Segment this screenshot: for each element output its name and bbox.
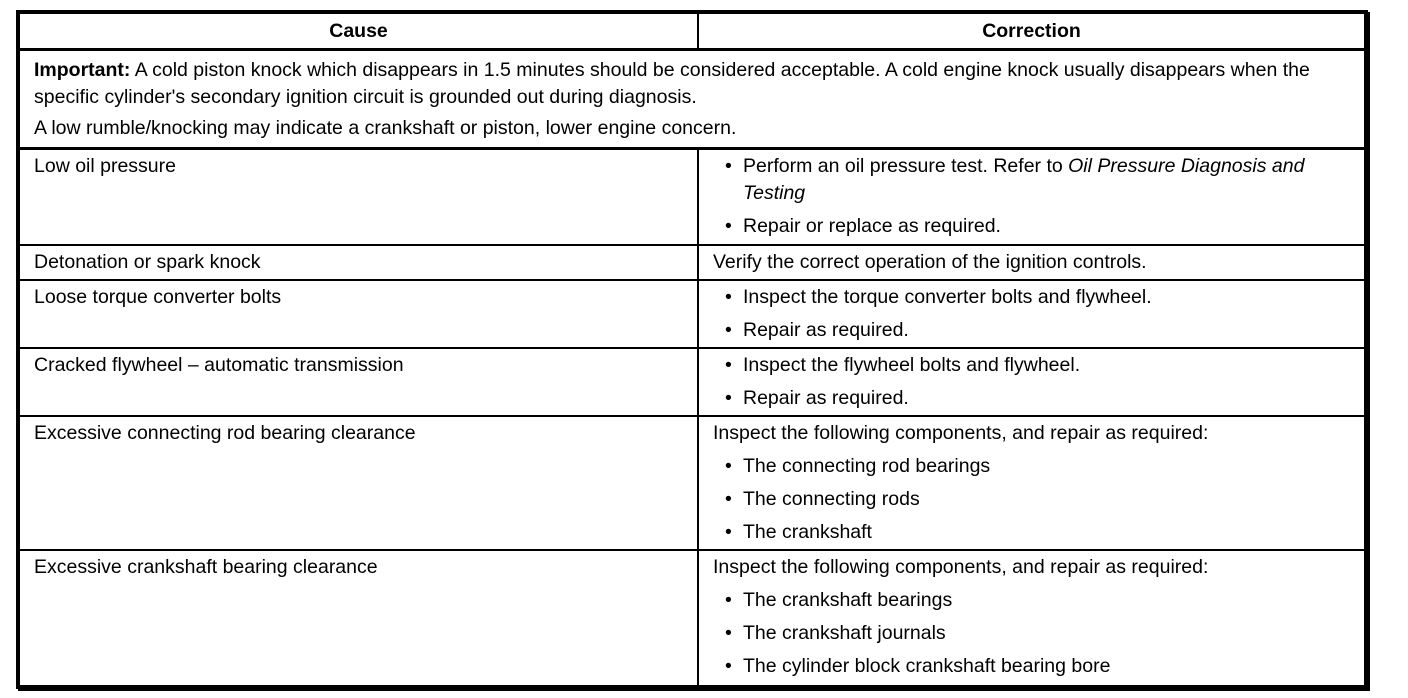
cause-column-header: Cause xyxy=(19,13,698,50)
list-item: • The crankshaft bearings xyxy=(713,587,1356,614)
table-row xyxy=(19,550,1365,686)
correction-list xyxy=(713,284,1356,344)
cause-cell: Low oil pressure xyxy=(19,149,698,246)
correction-intro: Inspect the following components, and repair as required: xyxy=(713,556,1209,579)
important-note-paragraph xyxy=(34,57,1356,111)
list-item: • Inspect the torque converter bolts and flywheel. xyxy=(713,284,1356,311)
list-item xyxy=(713,153,1356,207)
cause-cell: Loose torque converter bolts xyxy=(19,280,698,348)
correction-cell: Verify the correct operation of the ignition controls. xyxy=(698,245,1365,280)
correction-list xyxy=(713,153,1356,240)
diagnostic-table xyxy=(18,12,1366,687)
important-label: Important: xyxy=(34,59,131,81)
list-item: • The cylinder block crankshaft bearing bore xyxy=(713,653,1356,680)
cause-cell: Cracked flywheel – automatic transmission xyxy=(19,348,698,416)
cause-cell: Excessive connecting rod bearing clearance xyxy=(19,416,698,550)
table-row xyxy=(19,280,1365,348)
correction-cell xyxy=(698,348,1365,416)
diagnostic-table-frame xyxy=(16,10,1368,689)
lower-engine-note: A low rumble/knocking may indicate a crankshaft or piston, lower engine concern. xyxy=(34,117,737,139)
list-item: • Repair or replace as required. xyxy=(713,213,1356,240)
table-header-row xyxy=(19,13,1365,50)
table-row xyxy=(19,245,1365,280)
list-item: • The crankshaft xyxy=(713,519,1356,546)
important-note-text: A cold piston knock which disappears in 1.5 minutes should be considered acceptable. A cold engine knock usually disappears when the specific cylinder's secondary ignition circuit is grounded out during diagnosis. xyxy=(34,59,1310,108)
correction-cell xyxy=(698,416,1365,550)
cause-cell: Detonation or spark knock xyxy=(19,245,698,280)
oil-pressure-reference-link[interactable]: Oil Pressure Diagnosis and Testing xyxy=(743,155,1305,205)
list-item: • The connecting rod bearings xyxy=(713,453,1356,480)
table-row xyxy=(19,348,1365,416)
list-item: • Inspect the flywheel bolts and flywheel. xyxy=(713,352,1356,379)
important-note-row xyxy=(19,50,1365,149)
correction-column-header: Correction xyxy=(698,13,1365,50)
correction-list xyxy=(713,453,1356,546)
important-note-cell xyxy=(19,50,1365,149)
correction-cell xyxy=(698,550,1365,686)
cause-cell: Excessive crankshaft bearing clearance xyxy=(19,550,698,686)
correction-cell xyxy=(698,280,1365,348)
correction-cell xyxy=(698,149,1365,246)
list-item: • Repair as required. xyxy=(713,317,1356,344)
table-row xyxy=(19,149,1365,246)
correction-list xyxy=(713,352,1356,412)
list-item: • Repair as required. xyxy=(713,385,1356,412)
correction-intro: Inspect the following components, and repair as required: xyxy=(713,422,1209,445)
list-item-text: Perform an oil pressure test. Refer to xyxy=(743,155,1069,178)
list-item: • The connecting rods xyxy=(713,486,1356,513)
list-item: • The crankshaft journals xyxy=(713,620,1356,647)
correction-list xyxy=(713,587,1356,680)
table-row xyxy=(19,416,1365,550)
